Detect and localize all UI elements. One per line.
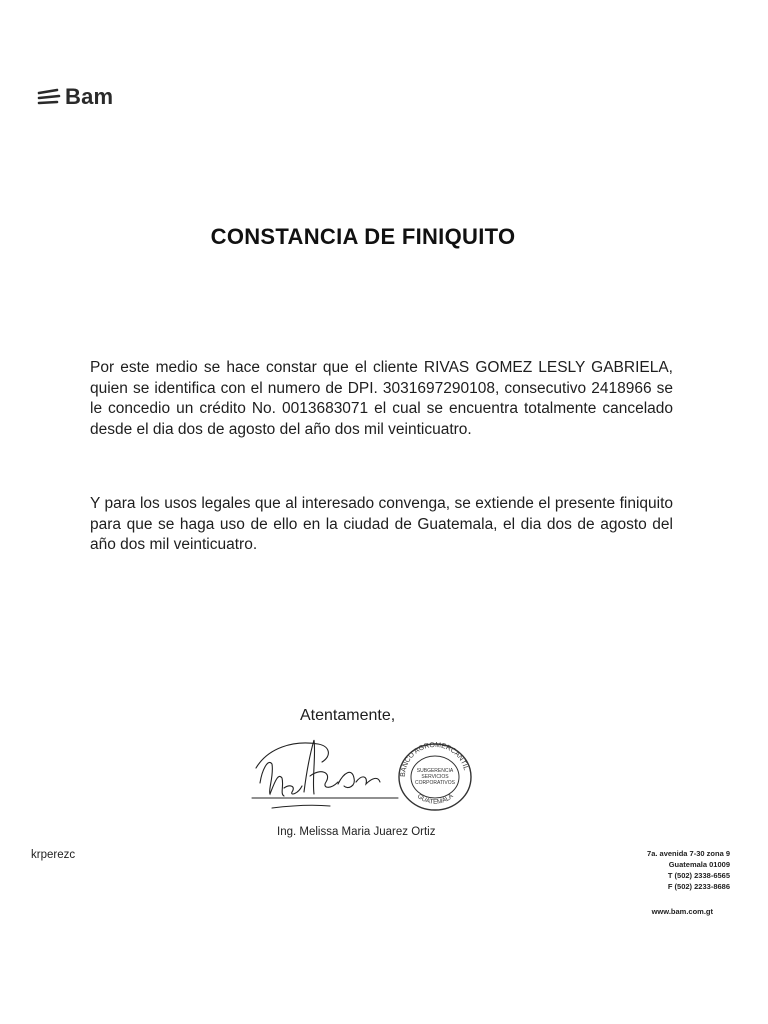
fax-line: F (502) 2233-8686 (667, 882, 730, 891)
handwritten-signature (248, 728, 408, 818)
bam-logo-icon (37, 88, 61, 106)
seal-bottom-text: GUATEMALA (415, 792, 455, 806)
address-line: 7a. avenida 7-30 zona 9 (647, 849, 730, 858)
document-title: CONSTANCIA DE FINIQUITO (210, 224, 516, 249)
website-url: www.bam.com.gt (651, 907, 713, 916)
phone-line: T (502) 2338-6565 (667, 871, 730, 880)
signer-name: Ing. Melissa Maria Juarez Ortiz (277, 826, 436, 838)
author-initials: krperezc (31, 849, 76, 861)
seal-outer-text: BANCO AGROMERCANTIL (399, 741, 470, 778)
footer-address (647, 848, 730, 892)
address-line: Guatemala 01009 (668, 860, 730, 869)
logo-text: Bam (65, 84, 114, 109)
paragraph-1: Por este medio se hace constar que el cliente RIVAS GOMEZ LESLY GABRIELA, quien se identifica con el numero de DPI. 3031697290108, consecutivo 2418966 se le concedio un crédito No. 0013683071 el cual se encuentra totalmente cancelado desde el dia dos de agosto del año dos mil veinticuatro. (90, 359, 673, 438)
seal-line-3: CORPORATIVOS (415, 780, 455, 786)
seal-line-2: SERVICIOS (421, 774, 449, 780)
seal-line-1: SUBGERENCIA (416, 768, 454, 774)
bam-logo (37, 84, 113, 110)
paragraph-2: Y para los usos legales que al interesado convenga, se extiende el presente finiquito para que se haga uso de ello en la ciudad de Guatemala, el dia dos de agosto del año dos mil veinticuatro. (90, 495, 673, 553)
bank-seal-stamp (395, 740, 475, 814)
closing-text: Atentamente, (300, 707, 396, 724)
